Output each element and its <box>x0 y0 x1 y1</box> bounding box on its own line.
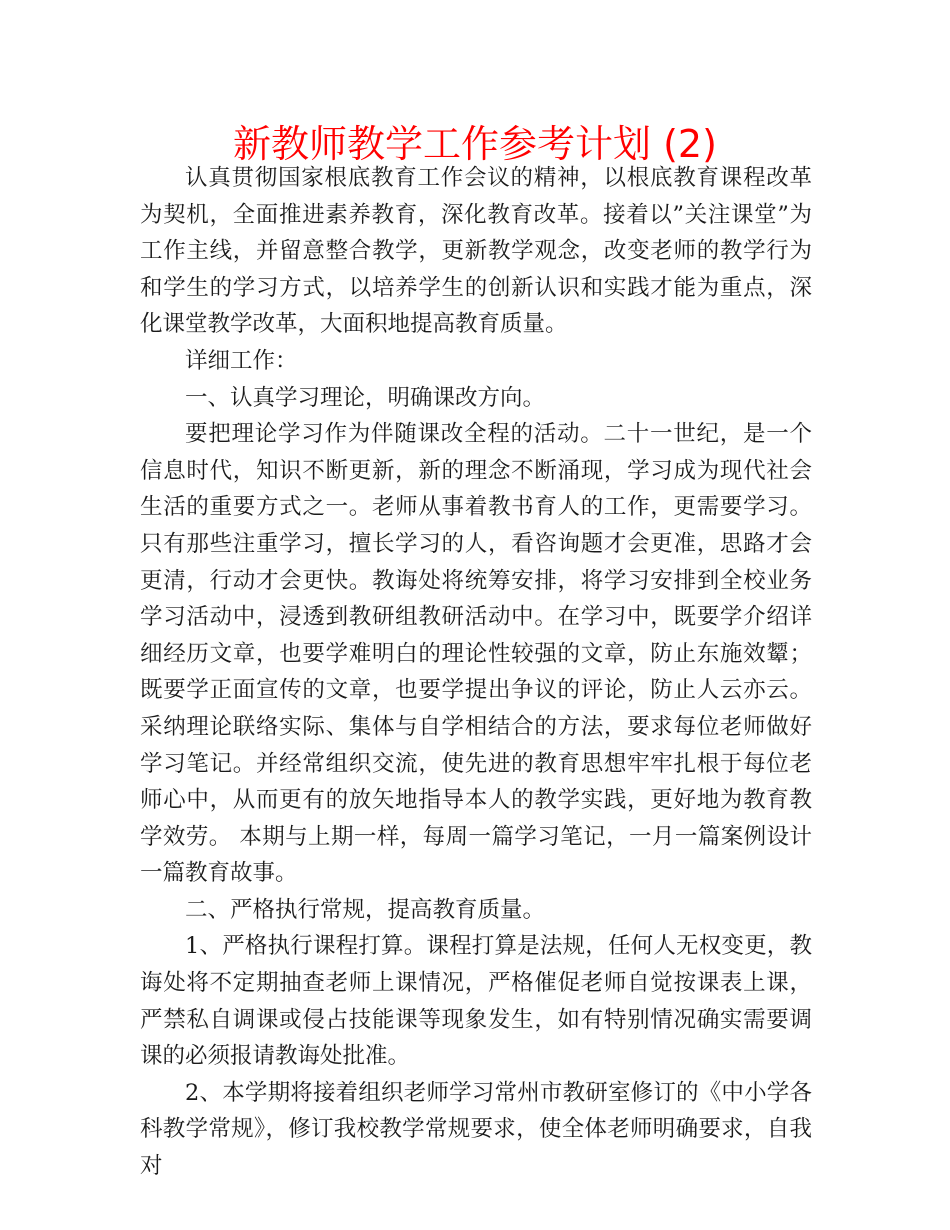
document-body <box>140 160 812 1185</box>
paragraph-item-1: 1、严格执行课程打算。课程打算是法规，任何人无权变更，教诲处将不定期抽查老师上课情况，严格催促老师自觉按课表上课，严禁私自调课或侵占技能课等现象发生，如有特别情况确实需要调课的必须报请教诲处批准。 <box>140 933 812 1070</box>
paragraph-intro: 认真贯彻国家根底教育工作会议的精神，以根底教育课程改革为契机，全面推进素养教育，深化教育改革。接着以”关注课堂”为工作主线，并留意整合教学，更新教学观念，改变老师的教学行为和学生的学习方式，以培养学生的创新认识和实践才能为重点，深化课堂教学改革，大面积地提高教育质量。 <box>140 165 812 338</box>
document-title: 新教师教学工作参考计划 (2) <box>233 122 717 166</box>
paragraph-item-2: 2、本学期将接着组织老师学习常州市教研室修订的《中小学各科教学常规》，修订我校教学常规要求，使全体老师明确要求，自我对 <box>140 1079 812 1180</box>
paragraph-detail-heading: 详细工作： <box>185 347 298 374</box>
section-heading-2: 二、严格执行常规，提高教育质量。 <box>185 896 546 923</box>
section-heading-1: 一、认真学习理论，明确课改方向。 <box>185 384 546 411</box>
paragraph-theory-study: 要把理论学习作为伴随课改全程的活动。二十一世纪，是一个信息时代，知识不断更新，新的理念不断涌现，学习成为现代社会生活的重要方式之一。老师从事着教书育人的工作，更需要学习。只有那些注重学习，擅长学习的人，看咨询题才会更准，思路才会更清，行动才会更快。教诲处将统筹安排，将学习安排到全校业务学习活动中，浸透到教研组教研活动中。在学习中，既要学介绍详细经历文章，也要学难明白的理论性较强的文章，防止东施效颦；既要学正面宣传的文章，也要学提出争议的评论，防止人云亦云。采纳理论联络实际、集体与自学相结合的方法，要求每位老师做好学习笔记。并经常组织交流，使先进的教育思想牢牢扎根于每位老师心中，从而更有的放矢地指导本人的教学实践，更好地为教育教学效劳。 本期与上期一样，每周一篇学习笔记，一月一篇案例设计一篇教育故事。 <box>140 421 812 887</box>
